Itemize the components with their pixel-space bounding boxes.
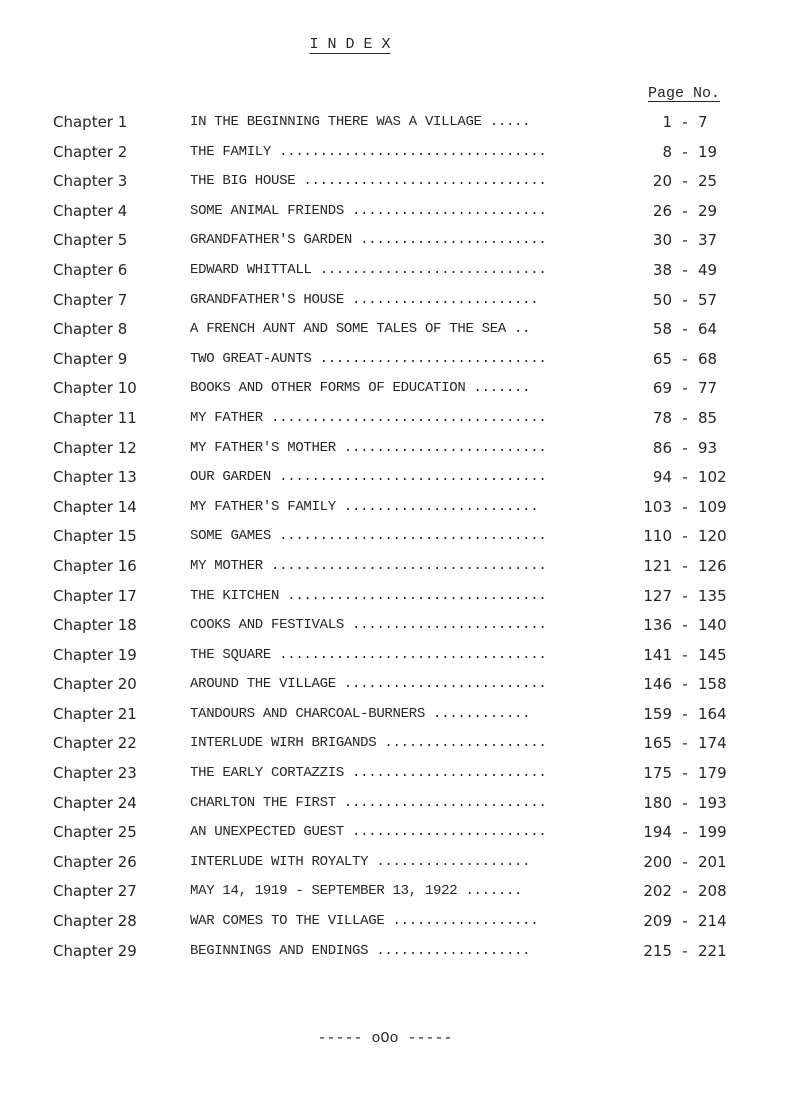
chapter-label: Chapter 7 bbox=[53, 290, 128, 309]
page-title bbox=[0, 36, 700, 53]
page-range-dash: - bbox=[682, 823, 688, 842]
chapter-title: THE SQUARE ................................. bbox=[190, 646, 547, 663]
page-range-dash: - bbox=[682, 349, 688, 368]
page-range-dash: - bbox=[682, 586, 688, 605]
page-end: 64 bbox=[698, 320, 718, 339]
page-range-dash: - bbox=[682, 852, 688, 871]
index-row bbox=[0, 226, 800, 256]
chapter-label: Chapter 19 bbox=[53, 645, 137, 664]
chapter-title: MY FATHER .................................. bbox=[190, 409, 547, 426]
page-range-dash: - bbox=[682, 497, 688, 516]
index-row bbox=[0, 670, 800, 700]
page-end: 29 bbox=[698, 201, 718, 220]
page-range-dash: - bbox=[682, 793, 688, 812]
chapter-label: Chapter 28 bbox=[53, 912, 137, 931]
page-range bbox=[628, 789, 758, 819]
chapter-label: Chapter 29 bbox=[53, 941, 137, 960]
index-row bbox=[0, 877, 800, 907]
index-row bbox=[0, 434, 800, 464]
index-row bbox=[0, 759, 800, 789]
page-start: 180 bbox=[643, 793, 672, 812]
page-range-dash: - bbox=[682, 556, 688, 575]
chapter-title: THE KITCHEN ................................ bbox=[190, 587, 547, 604]
chapter-title: AROUND THE VILLAGE ......................... bbox=[190, 676, 547, 693]
chapter-title: INTERLUDE WIRH BRIGANDS .................... bbox=[190, 735, 547, 752]
chapter-title: TANDOURS AND CHARCOAL-BURNERS ............ bbox=[190, 705, 531, 722]
page-range bbox=[628, 108, 758, 138]
end-ornament: ----- oOo ----- bbox=[317, 1030, 453, 1047]
page-range-dash: - bbox=[682, 320, 688, 339]
chapter-label: Chapter 5 bbox=[53, 231, 128, 250]
index-row bbox=[0, 582, 800, 612]
chapter-label: Chapter 14 bbox=[53, 497, 137, 516]
page-range bbox=[628, 345, 758, 375]
chapter-title: SOME ANIMAL FRIENDS ........................ bbox=[190, 202, 547, 219]
page-range-dash: - bbox=[682, 172, 688, 191]
index-row bbox=[0, 552, 800, 582]
page-range bbox=[628, 197, 758, 227]
chapter-label: Chapter 3 bbox=[53, 172, 128, 191]
page-start: 121 bbox=[643, 556, 672, 575]
page-start: 146 bbox=[643, 675, 672, 694]
page-range bbox=[628, 463, 758, 493]
chapter-label: Chapter 1 bbox=[53, 113, 128, 131]
chapter-label: Chapter 13 bbox=[53, 468, 137, 487]
page-range bbox=[628, 818, 758, 848]
index-row bbox=[0, 256, 800, 286]
page-end: 93 bbox=[698, 438, 718, 457]
chapter-label: Chapter 2 bbox=[53, 142, 128, 161]
page-start: 86 bbox=[652, 438, 672, 457]
page-end: 77 bbox=[698, 379, 718, 398]
index-table bbox=[0, 108, 800, 966]
page-range bbox=[628, 315, 758, 345]
page-end: 7 bbox=[698, 113, 708, 131]
page-range bbox=[628, 937, 758, 967]
chapter-title: IN THE BEGINNING THERE WAS A VILLAGE ..... bbox=[190, 114, 531, 130]
page-range bbox=[628, 848, 758, 878]
page-end: 158 bbox=[698, 675, 727, 694]
chapter-title: INTERLUDE WITH ROYALTY ................... bbox=[190, 853, 531, 870]
page-range bbox=[628, 286, 758, 316]
chapter-label: Chapter 11 bbox=[53, 408, 137, 427]
index-row bbox=[0, 345, 800, 375]
index-row bbox=[0, 493, 800, 523]
page-range-dash: - bbox=[682, 645, 688, 664]
page-end: 199 bbox=[698, 823, 727, 842]
chapter-title: GRANDFATHER'S GARDEN ....................... bbox=[190, 232, 547, 249]
index-row bbox=[0, 641, 800, 671]
page-range-dash: - bbox=[682, 882, 688, 901]
index-row bbox=[0, 937, 800, 967]
page-range bbox=[628, 877, 758, 907]
index-row bbox=[0, 729, 800, 759]
page-end: 102 bbox=[698, 468, 727, 487]
page-range-dash: - bbox=[682, 912, 688, 931]
page-end: 85 bbox=[698, 408, 718, 427]
chapter-label: Chapter 4 bbox=[53, 201, 128, 220]
page-start: 194 bbox=[643, 823, 672, 842]
page-start: 30 bbox=[652, 231, 672, 250]
page-end: 120 bbox=[698, 527, 727, 546]
page-end: 208 bbox=[698, 882, 727, 901]
page-start: 20 bbox=[652, 172, 672, 191]
page-range bbox=[628, 759, 758, 789]
page-range-dash: - bbox=[682, 142, 688, 161]
page-start: 58 bbox=[652, 320, 672, 339]
chapter-title: MY MOTHER .................................. bbox=[190, 557, 547, 574]
page-start: 209 bbox=[643, 912, 672, 931]
page-range-dash: - bbox=[682, 260, 688, 279]
page-end: 145 bbox=[698, 645, 727, 664]
chapter-title: AN UNEXPECTED GUEST ........................ bbox=[190, 824, 547, 841]
page-end: 135 bbox=[698, 586, 727, 605]
index-row bbox=[0, 818, 800, 848]
index-row bbox=[0, 197, 800, 227]
page-start: 215 bbox=[643, 941, 672, 960]
page-range-dash: - bbox=[682, 379, 688, 398]
page-end: 174 bbox=[698, 734, 727, 753]
page-range-dash: - bbox=[682, 290, 688, 309]
page-end: 164 bbox=[698, 704, 727, 723]
chapter-label: Chapter 8 bbox=[53, 320, 128, 339]
page-range bbox=[628, 611, 758, 641]
page-range bbox=[628, 493, 758, 523]
chapter-title: BOOKS AND OTHER FORMS OF EDUCATION ....... bbox=[190, 380, 531, 397]
page-start: 69 bbox=[652, 379, 672, 398]
chapter-title: MAY 14, 1919 - SEPTEMBER 13, 1922 ....... bbox=[190, 883, 523, 900]
page-start: 38 bbox=[652, 260, 672, 279]
page-range bbox=[628, 374, 758, 404]
chapter-label: Chapter 12 bbox=[53, 438, 137, 457]
page-end: 201 bbox=[698, 852, 727, 871]
page-start: 65 bbox=[652, 349, 672, 368]
chapter-title: TWO GREAT-AUNTS ............................ bbox=[190, 350, 547, 367]
index-row bbox=[0, 848, 800, 878]
chapter-label: Chapter 21 bbox=[53, 704, 137, 723]
chapter-title: SOME GAMES ................................. bbox=[190, 528, 547, 545]
chapter-label: Chapter 23 bbox=[53, 764, 137, 783]
chapter-label: Chapter 27 bbox=[53, 882, 137, 901]
page-end: 179 bbox=[698, 764, 727, 783]
index-row bbox=[0, 404, 800, 434]
chapter-title: THE EARLY CORTAZZIS ........................ bbox=[190, 765, 547, 782]
index-row bbox=[0, 374, 800, 404]
chapter-title: COOKS AND FESTIVALS ........................ bbox=[190, 617, 547, 634]
page-start: 8 bbox=[662, 142, 672, 161]
page-end: 49 bbox=[698, 260, 718, 279]
chapter-label: Chapter 20 bbox=[53, 675, 137, 694]
page-range-dash: - bbox=[682, 408, 688, 427]
page-range-dash: - bbox=[682, 468, 688, 487]
page-start: 200 bbox=[643, 852, 672, 871]
chapter-label: Chapter 17 bbox=[53, 586, 137, 605]
index-row bbox=[0, 611, 800, 641]
page-range-dash: - bbox=[682, 616, 688, 635]
index-row bbox=[0, 167, 800, 197]
page-range bbox=[628, 700, 758, 730]
page-range-dash: - bbox=[682, 438, 688, 457]
page-start: 175 bbox=[643, 764, 672, 783]
page-range-dash: - bbox=[682, 201, 688, 220]
page-range bbox=[628, 256, 758, 286]
chapter-label: Chapter 15 bbox=[53, 527, 137, 546]
page-range bbox=[628, 729, 758, 759]
page-end: 126 bbox=[698, 556, 727, 575]
page-end: 193 bbox=[698, 793, 727, 812]
index-row bbox=[0, 286, 800, 316]
page-end: 140 bbox=[698, 616, 727, 635]
chapter-label: Chapter 18 bbox=[53, 616, 137, 635]
page-start: 26 bbox=[652, 201, 672, 220]
index-row bbox=[0, 522, 800, 552]
chapter-label: Chapter 9 bbox=[53, 349, 128, 368]
chapter-title: WAR COMES TO THE VILLAGE .................. bbox=[190, 913, 539, 930]
page-range bbox=[628, 907, 758, 937]
chapter-title: CHARLTON THE FIRST ......................... bbox=[190, 794, 547, 811]
page-start: 103 bbox=[643, 497, 672, 516]
page-start: 78 bbox=[652, 408, 672, 427]
page-range bbox=[628, 522, 758, 552]
chapter-label: Chapter 22 bbox=[53, 734, 137, 753]
page-title-text: I N D E X bbox=[309, 36, 391, 53]
chapter-title: OUR GARDEN ................................. bbox=[190, 469, 547, 486]
index-row bbox=[0, 315, 800, 345]
chapter-title: BEGINNINGS AND ENDINGS ................... bbox=[190, 942, 531, 959]
page-range bbox=[628, 167, 758, 197]
page-range bbox=[628, 641, 758, 671]
page-end: 37 bbox=[698, 231, 718, 250]
index-row bbox=[0, 138, 800, 168]
page-start: 159 bbox=[643, 704, 672, 723]
page-start: 94 bbox=[652, 468, 672, 487]
chapter-title: THE BIG HOUSE .............................. bbox=[190, 173, 547, 190]
page-start: 141 bbox=[643, 645, 672, 664]
index-row bbox=[0, 789, 800, 819]
chapter-label: Chapter 10 bbox=[53, 379, 137, 398]
chapter-title: THE FAMILY ................................. bbox=[190, 143, 547, 160]
index-row bbox=[0, 108, 800, 138]
chapter-label: Chapter 24 bbox=[53, 793, 137, 812]
page-start: 50 bbox=[652, 290, 672, 309]
page-range-dash: - bbox=[682, 734, 688, 753]
page-end: 109 bbox=[698, 497, 727, 516]
page-end: 214 bbox=[698, 912, 727, 931]
index-row bbox=[0, 907, 800, 937]
page-range-dash: - bbox=[682, 675, 688, 694]
page-end: 25 bbox=[698, 172, 718, 191]
chapter-label: Chapter 6 bbox=[53, 260, 128, 279]
page-range-dash: - bbox=[682, 231, 688, 250]
index-row bbox=[0, 463, 800, 493]
page-range-dash: - bbox=[682, 941, 688, 960]
chapter-title: EDWARD WHITTALL ............................ bbox=[190, 261, 547, 278]
page-end: 68 bbox=[698, 349, 718, 368]
page-range-dash: - bbox=[682, 527, 688, 546]
chapter-title: GRANDFATHER'S HOUSE ....................... bbox=[190, 291, 539, 308]
page-start: 1 bbox=[662, 113, 672, 131]
page-start: 136 bbox=[643, 616, 672, 635]
page-range bbox=[628, 138, 758, 168]
index-row bbox=[0, 700, 800, 730]
page-range-dash: - bbox=[682, 764, 688, 783]
page-range bbox=[628, 670, 758, 700]
page-range bbox=[628, 582, 758, 612]
chapter-label: Chapter 25 bbox=[53, 823, 137, 842]
page-range-dash: - bbox=[682, 113, 688, 131]
page-no-header: Page No. bbox=[648, 85, 721, 102]
page-start: 127 bbox=[643, 586, 672, 605]
chapter-title: MY FATHER'S MOTHER ......................... bbox=[190, 439, 547, 456]
page-end: 19 bbox=[698, 142, 718, 161]
chapter-title: A FRENCH AUNT AND SOME TALES OF THE SEA .. bbox=[190, 321, 531, 338]
page-range bbox=[628, 404, 758, 434]
page-range bbox=[628, 226, 758, 256]
page-start: 110 bbox=[643, 527, 672, 546]
page-end: 57 bbox=[698, 290, 718, 309]
page-range bbox=[628, 434, 758, 464]
page-start: 165 bbox=[643, 734, 672, 753]
page-start: 202 bbox=[643, 882, 672, 901]
page-range bbox=[628, 552, 758, 582]
chapter-label: Chapter 26 bbox=[53, 852, 137, 871]
chapter-title: MY FATHER'S FAMILY ........................ bbox=[190, 498, 539, 515]
page-end: 221 bbox=[698, 941, 727, 960]
page-range-dash: - bbox=[682, 704, 688, 723]
chapter-label: Chapter 16 bbox=[53, 556, 137, 575]
